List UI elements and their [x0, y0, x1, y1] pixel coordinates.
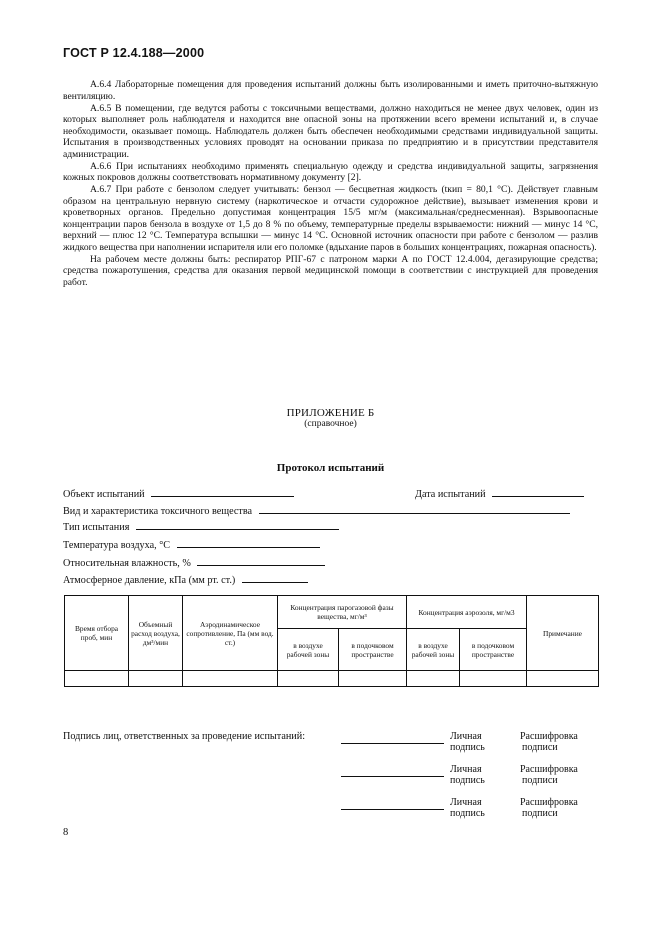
field-object-line[interactable] [151, 486, 294, 497]
field-test-type-label: Тип испытания [63, 522, 130, 533]
decode-caption-3: Расшифровка подписи [520, 797, 578, 819]
cell-aerosol-undermask[interactable] [460, 671, 527, 687]
signatures-label: Подпись лиц, ответственных за проведение испытаний: [63, 731, 306, 742]
paragraph-a65: А.6.5 В помещении, где ведутся работы с токсичными веществами, должно находиться не менее двух человек, один из которых выполняет роль наблюдателя и находится вне опасной зоны на протяжении всего времени испытаний и, в случае необходимости, оказывает помощь. Наблюдатель должен быть обеспечен необходимыми средствами индивидуальной защиты. Испытания в производственных условиях проводят на основании приказа по предприятию и в присутствии представителя администрации. [63, 102, 598, 160]
field-substance-line[interactable] [259, 503, 570, 514]
personal-signature-caption-1: Личная подпись [450, 731, 485, 753]
cell-vapor-undermask[interactable] [339, 671, 407, 687]
header-flow: Объемный расход воздуха, дм³/мин [129, 596, 183, 671]
document-header: ГОСТ Р 12.4.188—2000 [63, 46, 205, 60]
cell-time[interactable] [65, 671, 129, 687]
subheader-vapor-work-zone: в воздухе рабочей зоны [278, 629, 339, 671]
personal-signature-caption-2: Личная подпись [450, 764, 485, 786]
page-number: 8 [63, 827, 69, 838]
field-date-line[interactable] [492, 486, 584, 497]
paragraph-a66: А.6.6 При испытаниях необходимо применять специальную одежду и средства индивидуальной защиты, загрязнения кожных покровов должны соответствовать нормативному документу [2]. [63, 160, 598, 183]
paragraph-a64: А.6.4 Лабораторные помещения для проведения испытаний должны быть изолированными и иметь приточно-вытяжную вентиляцию. [63, 79, 598, 102]
field-pressure [63, 572, 308, 586]
subheader-aerosol-undermask: в подочковом пространстве [460, 629, 527, 671]
header-time: Время отбора проб, мин [65, 596, 129, 671]
appendix-title: ПРИЛОЖЕНИЕ Б [286, 407, 375, 419]
field-test-type [63, 519, 339, 533]
field-humidity-line[interactable] [197, 555, 325, 566]
cell-flow[interactable] [129, 671, 183, 687]
cell-aero[interactable] [183, 671, 278, 687]
field-date [415, 486, 584, 500]
paragraph-workplace: На рабочем месте должны быть: респиратор РПГ-67 с патроном марки А по ГОСТ 12.4.004, дегазирующие средства; средства пожаротушения, средства для оказания первой медицинской помощи в соответствии с инструкцией для проведения работ. [63, 253, 598, 288]
decode-caption-2: Расшифровка подписи [520, 764, 578, 786]
cell-aerosol-work-zone[interactable] [407, 671, 460, 687]
paragraph-a67: А.6.7 При работе с бензолом следует учитывать: бензол — бесцветная жидкость (tкип = 80,1 °С). Действует главным образом на центральную нервную систему (наркотическое и отчасти судорожное действие), вызывает изменения крови и кроветворных органов. Предельно допустимая концентрация 15/5 мг/м (максимальная/среднесменная). Взрывоопасные концентрации паров бензола в воздухе от 1,5 до 8 % по объему, температурные пределы взрываемости: нижний — минус 14 °С, верхний — плюс 12 °С. Температура вспышки — минус 14 °С. Основной источник опасности при работе с бензолом — разлив жидкого вещества при наполнении испарителя или его поломке (вдыхание паров в больших концентрациях, пожарная опасность). [63, 184, 598, 253]
field-air-temp [63, 537, 320, 551]
signature-line-3[interactable] [341, 797, 444, 815]
field-air-temp-label: Температура воздуха, °С [63, 540, 171, 551]
field-substance-label: Вид и характеристика токсичного вещества [63, 506, 253, 517]
protocol-title: Протокол испытаний [276, 462, 385, 474]
personal-signature-caption-3: Личная подпись [450, 797, 485, 819]
cell-vapor-work-zone[interactable] [278, 671, 339, 687]
field-object-label: Объект испытаний [63, 489, 145, 500]
subheader-aerosol-work-zone: в воздухе рабочей зоны [407, 629, 460, 671]
header-aerosol: Концентрация аэрозоля, мг/м3 [407, 596, 527, 629]
body-text [63, 79, 598, 289]
field-date-label: Дата испытаний [415, 489, 486, 500]
field-humidity [63, 555, 325, 569]
header-aero: Аэродинамическое сопротивление, Па (мм вод. ст.) [183, 596, 278, 671]
subheader-vapor-undermask: в подочковом пространстве [339, 629, 407, 671]
field-substance [63, 503, 570, 517]
field-pressure-line[interactable] [242, 572, 308, 583]
signature-line-1[interactable] [341, 731, 444, 749]
signature-line-2[interactable] [341, 764, 444, 782]
cell-note[interactable] [527, 671, 599, 687]
decode-caption-1: Расшифровка подписи [520, 731, 578, 753]
table-row [65, 671, 599, 687]
field-test-type-line[interactable] [136, 519, 339, 530]
protocol-table [64, 595, 599, 687]
field-humidity-label: Относительная влажность, % [63, 558, 191, 569]
header-vapor: Концентрация парогазовой фазы вещества, мг/м³ [278, 596, 407, 629]
field-object [63, 486, 294, 500]
appendix-subtitle: (справочное) [304, 419, 357, 429]
field-air-temp-line[interactable] [177, 537, 320, 548]
header-note: Примечание [527, 596, 599, 671]
field-pressure-label: Атмосферное давление, кПа (мм рт. ст.) [63, 575, 236, 586]
